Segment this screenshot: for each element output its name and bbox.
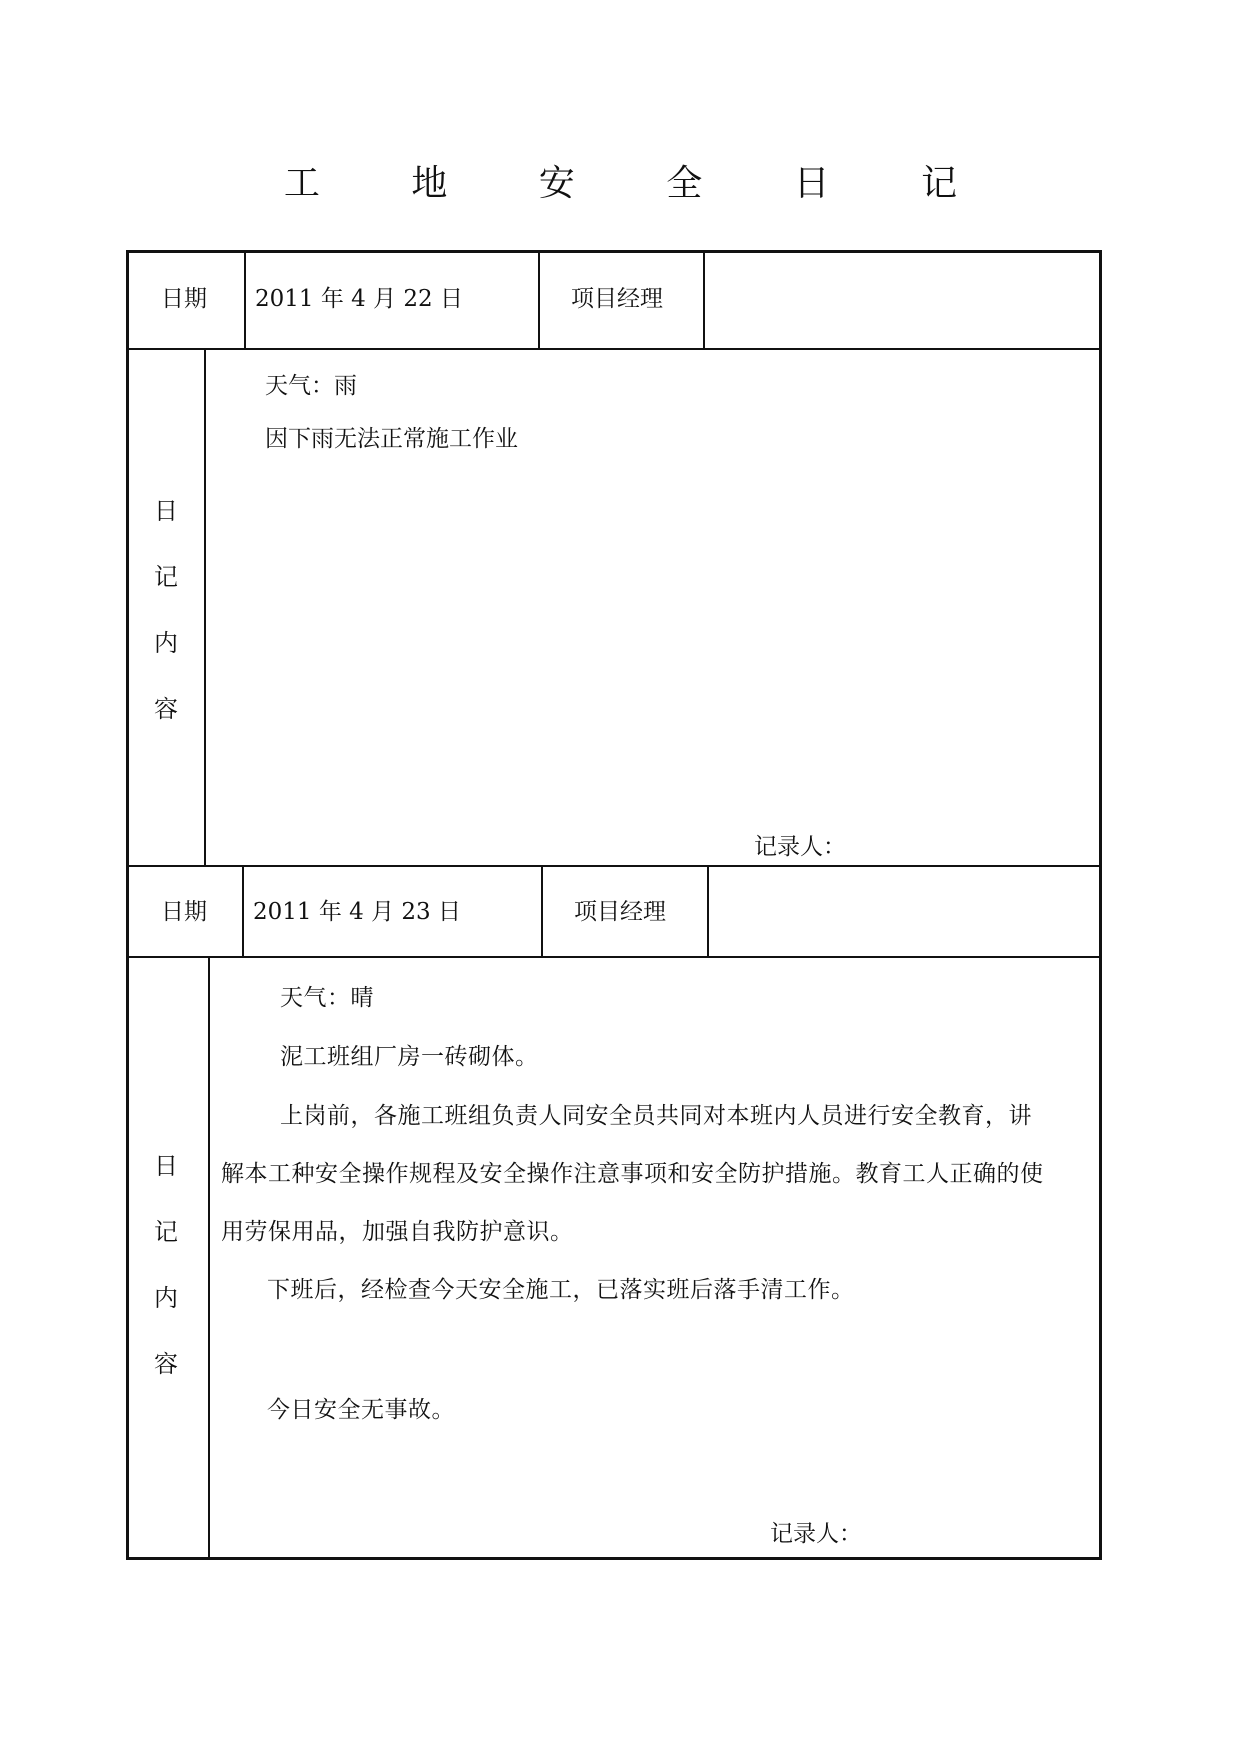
recorder-label: 记录人：	[754, 834, 846, 860]
date-value: 2011 年 4 月 22 日	[255, 286, 463, 312]
date-label: 日期	[161, 286, 207, 312]
row-divider	[129, 956, 1099, 958]
content-label-char: 日	[154, 497, 178, 525]
diary-line: 因下雨无法正常施工作业	[265, 426, 518, 452]
content-label-char: 记	[154, 563, 178, 591]
recorder-label: 记录人：	[770, 1521, 862, 1547]
col-divider	[703, 253, 705, 348]
col-divider	[204, 348, 206, 865]
row-divider	[129, 865, 1099, 867]
manager-label: 项目经理	[574, 899, 666, 925]
content-label-char: 记	[154, 1218, 178, 1246]
content-label-char: 内	[154, 629, 178, 657]
col-divider	[242, 865, 244, 956]
diary-line: 泥工班组厂房一砖砌体。	[280, 1044, 539, 1070]
date-value: 2011 年 4 月 23 日	[253, 899, 461, 925]
content-label-char: 容	[154, 1350, 178, 1378]
manager-label: 项目经理	[571, 286, 663, 312]
diary-line: 今日安全无事故。	[267, 1397, 455, 1423]
content-label-char: 容	[154, 695, 178, 723]
row-divider	[129, 348, 1099, 350]
col-divider	[707, 865, 709, 956]
col-divider	[538, 253, 540, 348]
diary-line: 下班后，经检查今天安全施工，已落实班后落手清工作。	[267, 1277, 855, 1303]
diary-line: 用劳保用品，加强自我防护意识。	[221, 1219, 574, 1245]
col-divider	[208, 956, 210, 1557]
weather-text: 天气：雨	[265, 373, 357, 399]
diary-line: 解本工种安全操作规程及安全操作注意事项和安全防护措施。教育工人正确的使	[221, 1161, 1044, 1187]
content-label-char: 日	[154, 1152, 178, 1180]
content-label	[146, 478, 186, 742]
safety-diary-table	[126, 250, 1102, 1560]
weather-text: 天气：晴	[280, 985, 374, 1011]
col-divider	[541, 865, 543, 956]
page-title: 工 地 安 全 日 记	[283, 163, 998, 204]
col-divider	[244, 253, 246, 348]
date-label: 日期	[161, 899, 207, 925]
content-label	[146, 1133, 186, 1397]
diary-line: 上岗前，各施工班组负责人同安全员共同对本班内人员进行安全教育，讲	[280, 1103, 1032, 1129]
content-label-char: 内	[154, 1284, 178, 1312]
